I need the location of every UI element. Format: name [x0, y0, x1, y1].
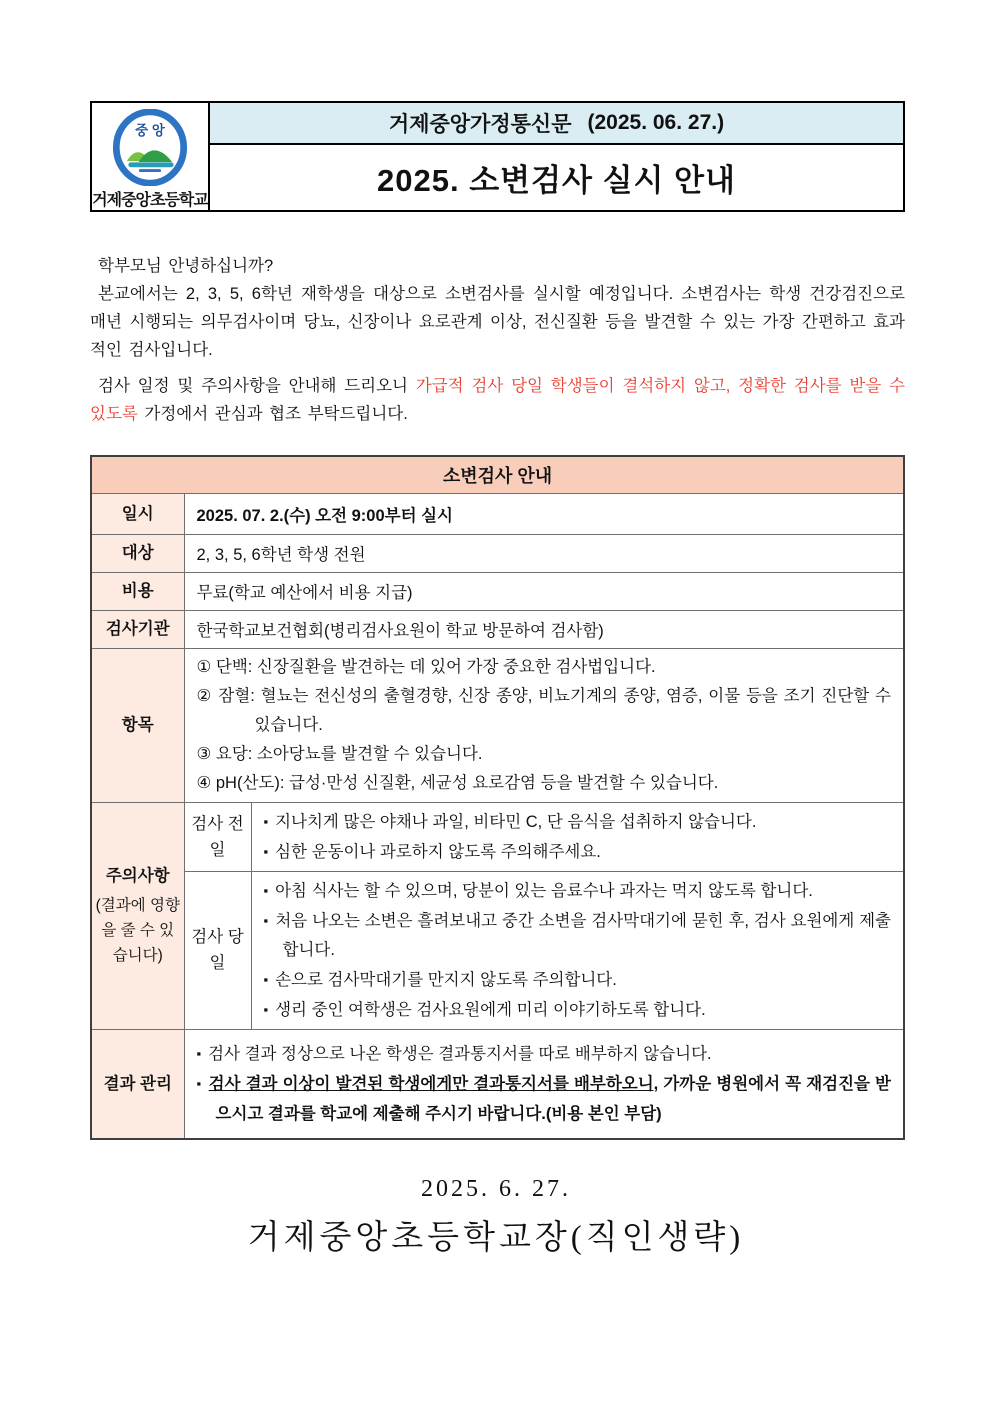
row-label-cost: 비용 [91, 572, 184, 610]
row-label-date: 일시 [91, 493, 184, 534]
caution-item [264, 876, 892, 906]
table-row-items [91, 648, 904, 802]
row-value-agency: 한국학교보건협회(병리검사요원이 학교 방문하여 검사함) [184, 610, 904, 648]
row-value-cost: 무료(학교 예산에서 비용 지급) [184, 572, 904, 610]
sub-label-test-day: 검사 당일 [184, 871, 251, 1029]
caution-item-text: 아침 식사는 할 수 있으며, 당분이 있는 음료수나 과자는 먹지 않도록 합니다. [275, 881, 813, 900]
table-row-caution-before [91, 802, 904, 871]
caution-item [264, 906, 892, 965]
header-right [210, 103, 903, 210]
bullet-icon: ▪ [263, 813, 269, 829]
issue-date: 2025. 6. 27. [421, 1176, 571, 1202]
bullet-icon: ▪ [263, 912, 269, 928]
result-underlined-text: 검사 결과 이상이 발견된 학생에게만 결과통지서를 배부하오니, [208, 1074, 659, 1093]
urine-test-table [90, 455, 905, 1140]
caution-item [264, 965, 892, 995]
table-title: 소변검사 안내 [91, 456, 904, 493]
table-row [91, 572, 904, 610]
header-box [90, 101, 905, 212]
school-logo-icon [110, 109, 190, 186]
intro-paragraph: 본교에서는 2, 3, 5, 6학년 재학생을 대상으로 소변검사를 실시할 예정입니다. 소변검사는 학생 건강검진으로 매년 시행되는 의무검사이며 당뇨, 신장이나 요로관계 이상, 전신질환 등을 발견할 수 있는 가장 간편하고 효과적인 검사입니다. [90, 285, 905, 359]
row-value-items [184, 648, 904, 802]
row-value-target: 2, 3, 5, 6학년 학생 전원 [184, 534, 904, 572]
caution-item-text: 심한 운동이나 과로하지 않도록 주의해주세요. [275, 842, 601, 861]
caution-before-items [251, 802, 904, 871]
logo-text: 중 앙 [135, 122, 165, 138]
bullet-icon: ▪ [196, 1075, 202, 1091]
newsletter-bar [210, 103, 903, 145]
caution-item [264, 807, 892, 837]
bullet-icon: ▪ [263, 843, 269, 859]
table-row [91, 493, 904, 534]
bullet-icon: ▪ [263, 882, 269, 898]
caution-item-text: 지나치게 많은 야채나 과일, 비타민 C, 단 음식을 섭취하지 않습니다. [275, 812, 757, 831]
caution-item-text: 처음 나오는 소변은 흘려보내고 중간 소변을 검사막대기에 묻힌 후, 검사 요원에게 제출합니다. [275, 911, 891, 959]
exam-item: ④ pH(산도): 급성·만성 신질환, 세균성 요로감염 등을 발견할 수 있습니다. [196, 773, 719, 792]
result-item-text: 가까운 병원에서 꼭 재검진을 받으시고 결과를 학교에 제출해 주시기 바랍니다.(비용 본인 부담) [215, 1074, 891, 1123]
intro-greeting: 학부모님 안녕하십니까? [98, 257, 274, 275]
caution-item [264, 995, 892, 1025]
caution-day-items [251, 871, 904, 1029]
notice-red-text: 가급적 검사 당일 학생들이 결석하지 않고, 정확한 검사를 받을 수 있도록 [90, 377, 905, 423]
newsletter-title: 거제중앙가정통신문 [388, 113, 572, 136]
caution-label-note: (결과에 영향을 줄 수 있습니다) [95, 897, 180, 964]
caution-item [264, 837, 892, 867]
table-row [91, 610, 904, 648]
newsletter-date: (2025. 06. 27.) [587, 111, 725, 134]
notice-prefix: 검사 일정 및 주의사항을 안내해 드리오니 [98, 377, 416, 395]
notice-suffix: 가정에서 관심과 협조 부탁드립니다. [137, 405, 408, 423]
table-header-row [91, 456, 904, 493]
intro-text [90, 252, 905, 428]
table-row-caution-day [91, 871, 904, 1029]
table-row-result [91, 1029, 904, 1139]
result-item [197, 1039, 892, 1069]
caution-item-text: 생리 중인 여학생은 검사요원에게 미리 이야기하도록 합니다. [275, 1000, 706, 1019]
result-item-text: 검사 결과 정상으로 나온 학생은 결과통지서를 따로 배부하지 않습니다. [208, 1044, 712, 1063]
bullet-icon: ▪ [263, 1001, 269, 1017]
row-label-items: 항목 [91, 648, 184, 802]
bullet-icon: ▪ [196, 1045, 202, 1061]
row-label-caution [91, 802, 184, 1029]
caution-label: 주의사항 [105, 867, 170, 885]
bullet-icon: ▪ [263, 971, 269, 987]
document-title: 2025. 소변검사 실시 안내 [377, 163, 736, 198]
row-label-result: 결과 관리 [91, 1029, 184, 1139]
row-value-date: 2025. 07. 2.(수) 오전 9:00부터 실시 [184, 493, 904, 534]
row-label-agency: 검사기관 [91, 610, 184, 648]
exam-item: ① 단백: 신장질환을 발견하는 데 있어 가장 중요한 검사법입니다. [196, 657, 656, 676]
sub-label-day-before: 검사 전일 [184, 802, 251, 871]
exam-item: ③ 요당: 소아당뇨를 발견할 수 있습니다. [196, 744, 483, 763]
logo-cell [92, 103, 210, 210]
caution-item-text: 손으로 검사막대기를 만지지 않도록 주의합니다. [275, 970, 617, 989]
principal-signature: 거제중앙초등학교장(직인생략) [247, 1220, 745, 1256]
exam-item: ② 잠혈: 혈뇨는 전신성의 출혈경향, 신장 종양, 비뇨기계의 종양, 염증, 이물 등을 조기 진단할 수 있습니다. [196, 686, 891, 734]
row-label-target: 대상 [91, 534, 184, 572]
school-name: 거제중앙초등학교 [92, 192, 208, 209]
result-item-important [197, 1069, 892, 1129]
row-value-result [184, 1029, 904, 1139]
intro-notice [90, 372, 905, 428]
table-row [91, 534, 904, 572]
